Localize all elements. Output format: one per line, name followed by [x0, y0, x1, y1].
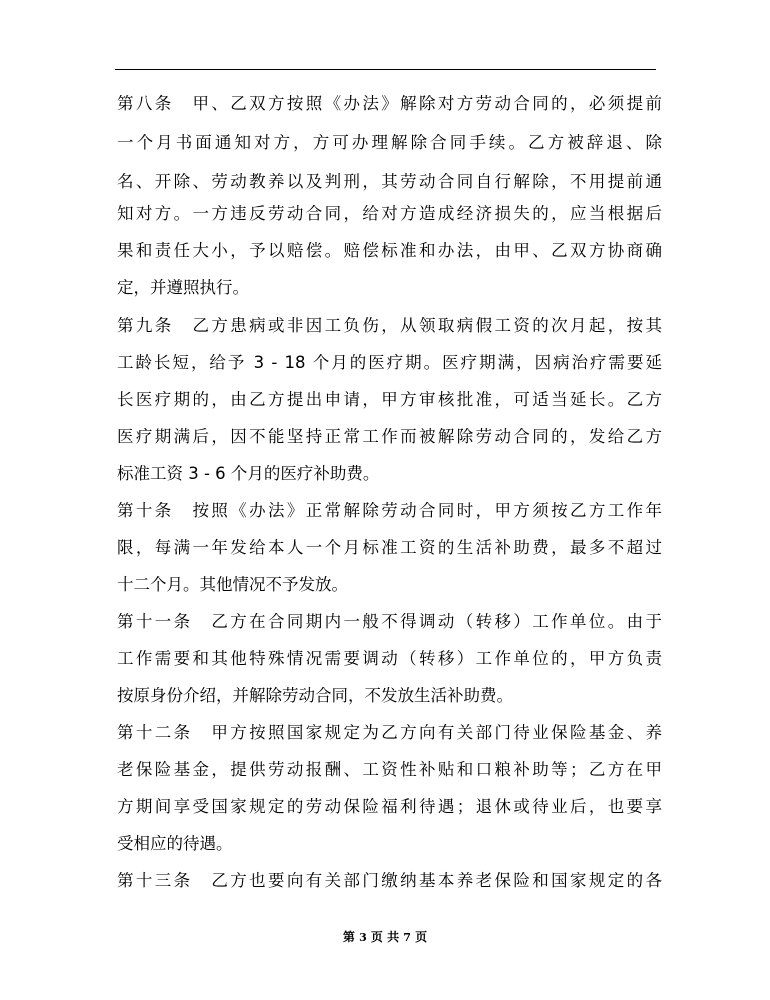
body-line: 按原身份介绍，并解除劳动合同，不发放生活补助费。 — [117, 686, 513, 705]
body-line: 十二个月。其他情况不予发放。 — [117, 575, 348, 594]
body-line: 第十二条 甲方按照国家规定为乙方向有关部门待业保险基金、养 — [117, 723, 662, 742]
body-line: 方期间享受国家规定的劳动保险福利待遇；退休或待业后，也要享 — [117, 797, 662, 816]
footer-middle: 页 共 — [370, 930, 400, 944]
body-line: 老保险基金，提供劳动报酬、工资性补贴和口粮补助等；乙方在甲 — [117, 760, 662, 779]
footer-total-pages: 7 — [403, 931, 411, 944]
body-line: 定，并遵照执行。 — [117, 278, 249, 297]
body-line: 名、开除、劳动教养以及判刑，其劳动合同自行解除，不用提前通 — [117, 172, 662, 191]
body-line: 第九条 乙方患病或非因工负伤，从领取病假工资的次月起，按其 — [117, 316, 662, 335]
footer-prefix: 第 — [342, 930, 355, 944]
page-footer — [0, 929, 770, 946]
body-line: 长医疗期的，由乙方提出申请，甲方审核批准，可适当延长。乙方 — [117, 390, 662, 409]
footer-suffix: 页 — [415, 930, 428, 944]
body-line: 一个月书面通知对方，方可办理解除合同手续。乙方被辞退、除 — [117, 133, 662, 152]
body-line: 知对方。一方违反劳动合同，给对方造成经济损失的，应当根据后 — [117, 204, 662, 223]
body-line: 标准工资 3 - 6 个月的医疗补助费。 — [117, 464, 380, 483]
body-line: 工作需要和其他特殊情况需要调动（转移）工作单位的，甲方负责 — [117, 649, 662, 668]
body-line: 第十一条 乙方在合同期内一般不得调动（转移）工作单位。由于 — [117, 612, 662, 631]
body-line: 第十条 按照《办法》正常解除劳动合同时，甲方须按乙方工作年 — [117, 501, 662, 520]
body-line: 工龄长短，给予 3 - 18 个月的医疗期。医疗期满，因病治疗需要延 — [117, 353, 662, 372]
body-line: 第八条 甲、乙双方按照《办法》解除对方劳动合同的，必须提前 — [117, 94, 662, 113]
body-line: 受相应的待遇。 — [117, 834, 233, 853]
body-line: 限，每满一年发给本人一个月标准工资的生活补助费，最多不超过 — [117, 538, 662, 557]
body-line: 第十三条 乙方也要向有关部门缴纳基本养老保险和国家规定的各 — [117, 871, 662, 890]
header-rule — [115, 69, 656, 70]
footer-current-page: 3 — [359, 931, 367, 944]
body-line: 医疗期满后，因不能坚持正常工作而被解除劳动合同的，发给乙方 — [117, 427, 662, 446]
body-line: 果和责任大小，予以赔偿。赔偿标准和办法，由甲、乙双方协商确 — [117, 241, 662, 260]
